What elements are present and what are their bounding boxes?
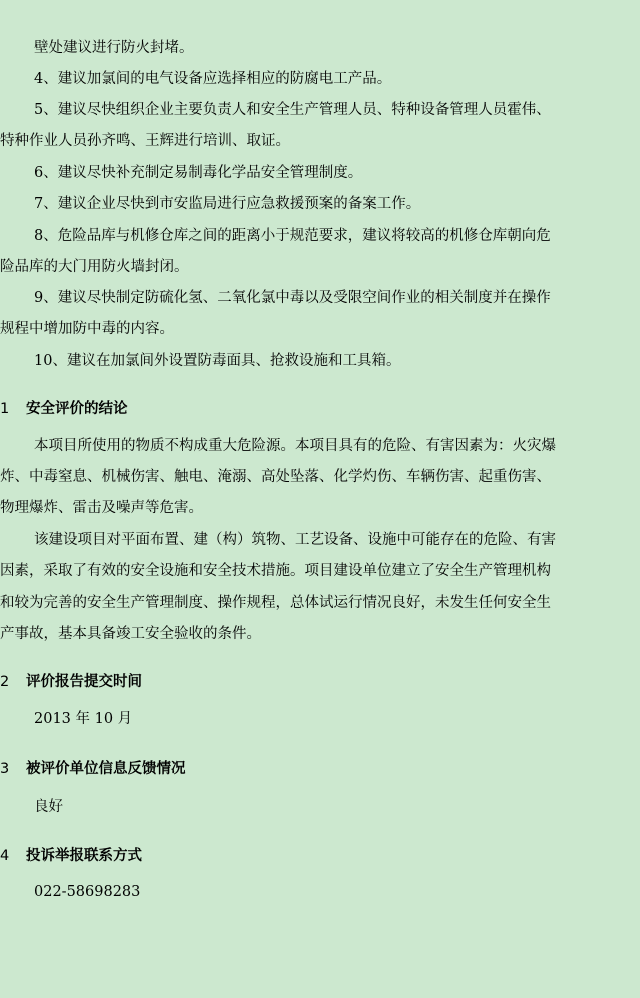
recommendation-item-8: 8、危险品库与机修仓库之间的距离小于规范要求，建议将较高的机修仓库朝向危 xyxy=(34,228,551,244)
recommendation-item-9: 9、建议尽快制定防硫化氢、二氧化氯中毒以及受限空间作业的相关制度并在操作 xyxy=(34,290,551,306)
conclusion-paragraph-1: 本项目所使用的物质不构成重大危险源。本项目具有的危险、有害因素为：火灾爆 xyxy=(34,438,556,454)
section-heading-feedback xyxy=(0,759,186,779)
section-heading-submit-time xyxy=(0,672,142,692)
section-heading-conclusion xyxy=(0,399,128,419)
section-number: 4 xyxy=(0,848,10,864)
recommendation-item-5-cont: 特种作业人员孙齐鸣、王辉进行培训、取证。 xyxy=(0,133,290,149)
conclusion-paragraph-2-cont: 和较为完善的安全生产管理制度、操作规程，总体试运行情况良好，未发生任何安全生 xyxy=(0,595,551,611)
recommendation-item-7: 7、建议企业尽快到市安监局进行应急救援预案的备案工作。 xyxy=(34,196,421,212)
conclusion-paragraph-1-cont: 物理爆炸、雷击及噪声等危害。 xyxy=(0,500,203,516)
section-number: 2 xyxy=(0,674,10,690)
section-number: 3 xyxy=(0,761,10,777)
recommendation-line: 壁处建议进行防火封堵。 xyxy=(34,40,194,56)
recommendation-item-6: 6、建议尽快补充制定易制毒化学品安全管理制度。 xyxy=(34,165,363,181)
conclusion-paragraph-2: 该建设项目对平面布置、建（构）筑物、工艺设备、设施中可能存在的危险、有害 xyxy=(34,532,556,548)
section-title: 安全评价的结论 xyxy=(26,401,128,417)
conclusion-paragraph-1-cont: 炸、中毒窒息、机械伤害、触电、淹溺、高处坠落、化学灼伤、车辆伤害、起重伤害、 xyxy=(0,469,551,485)
section-heading-contact xyxy=(0,846,142,866)
recommendation-item-5: 5、建议尽快组织企业主要负责人和安全生产管理人员、特种设备管理人员霍伟、 xyxy=(34,102,551,118)
contact-phone: 022-58698283 xyxy=(34,884,141,900)
recommendation-item-10: 10、建议在加氯间外设置防毒面具、抢救设施和工具箱。 xyxy=(34,353,401,369)
conclusion-paragraph-2-cont: 因素，采取了有效的安全设施和安全技术措施。项目建设单位建立了安全生产管理机构 xyxy=(0,563,551,579)
recommendation-item-4: 4、建议加氯间的电气设备应选择相应的防腐电工产品。 xyxy=(34,71,392,87)
section-number: 1 xyxy=(0,401,10,417)
section-title: 评价报告提交时间 xyxy=(26,674,142,690)
recommendation-item-8-cont: 险品库的大门用防火墙封闭。 xyxy=(0,259,189,275)
submit-time-value: 2013 年 10 月 xyxy=(34,711,133,727)
section-title: 被评价单位信息反馈情况 xyxy=(26,761,186,777)
conclusion-paragraph-2-cont: 产事故，基本具备竣工安全验收的条件。 xyxy=(0,626,261,642)
section-title: 投诉举报联系方式 xyxy=(26,848,142,864)
feedback-value: 良好 xyxy=(34,799,63,815)
recommendation-item-9-cont: 规程中增加防中毒的内容。 xyxy=(0,321,174,337)
